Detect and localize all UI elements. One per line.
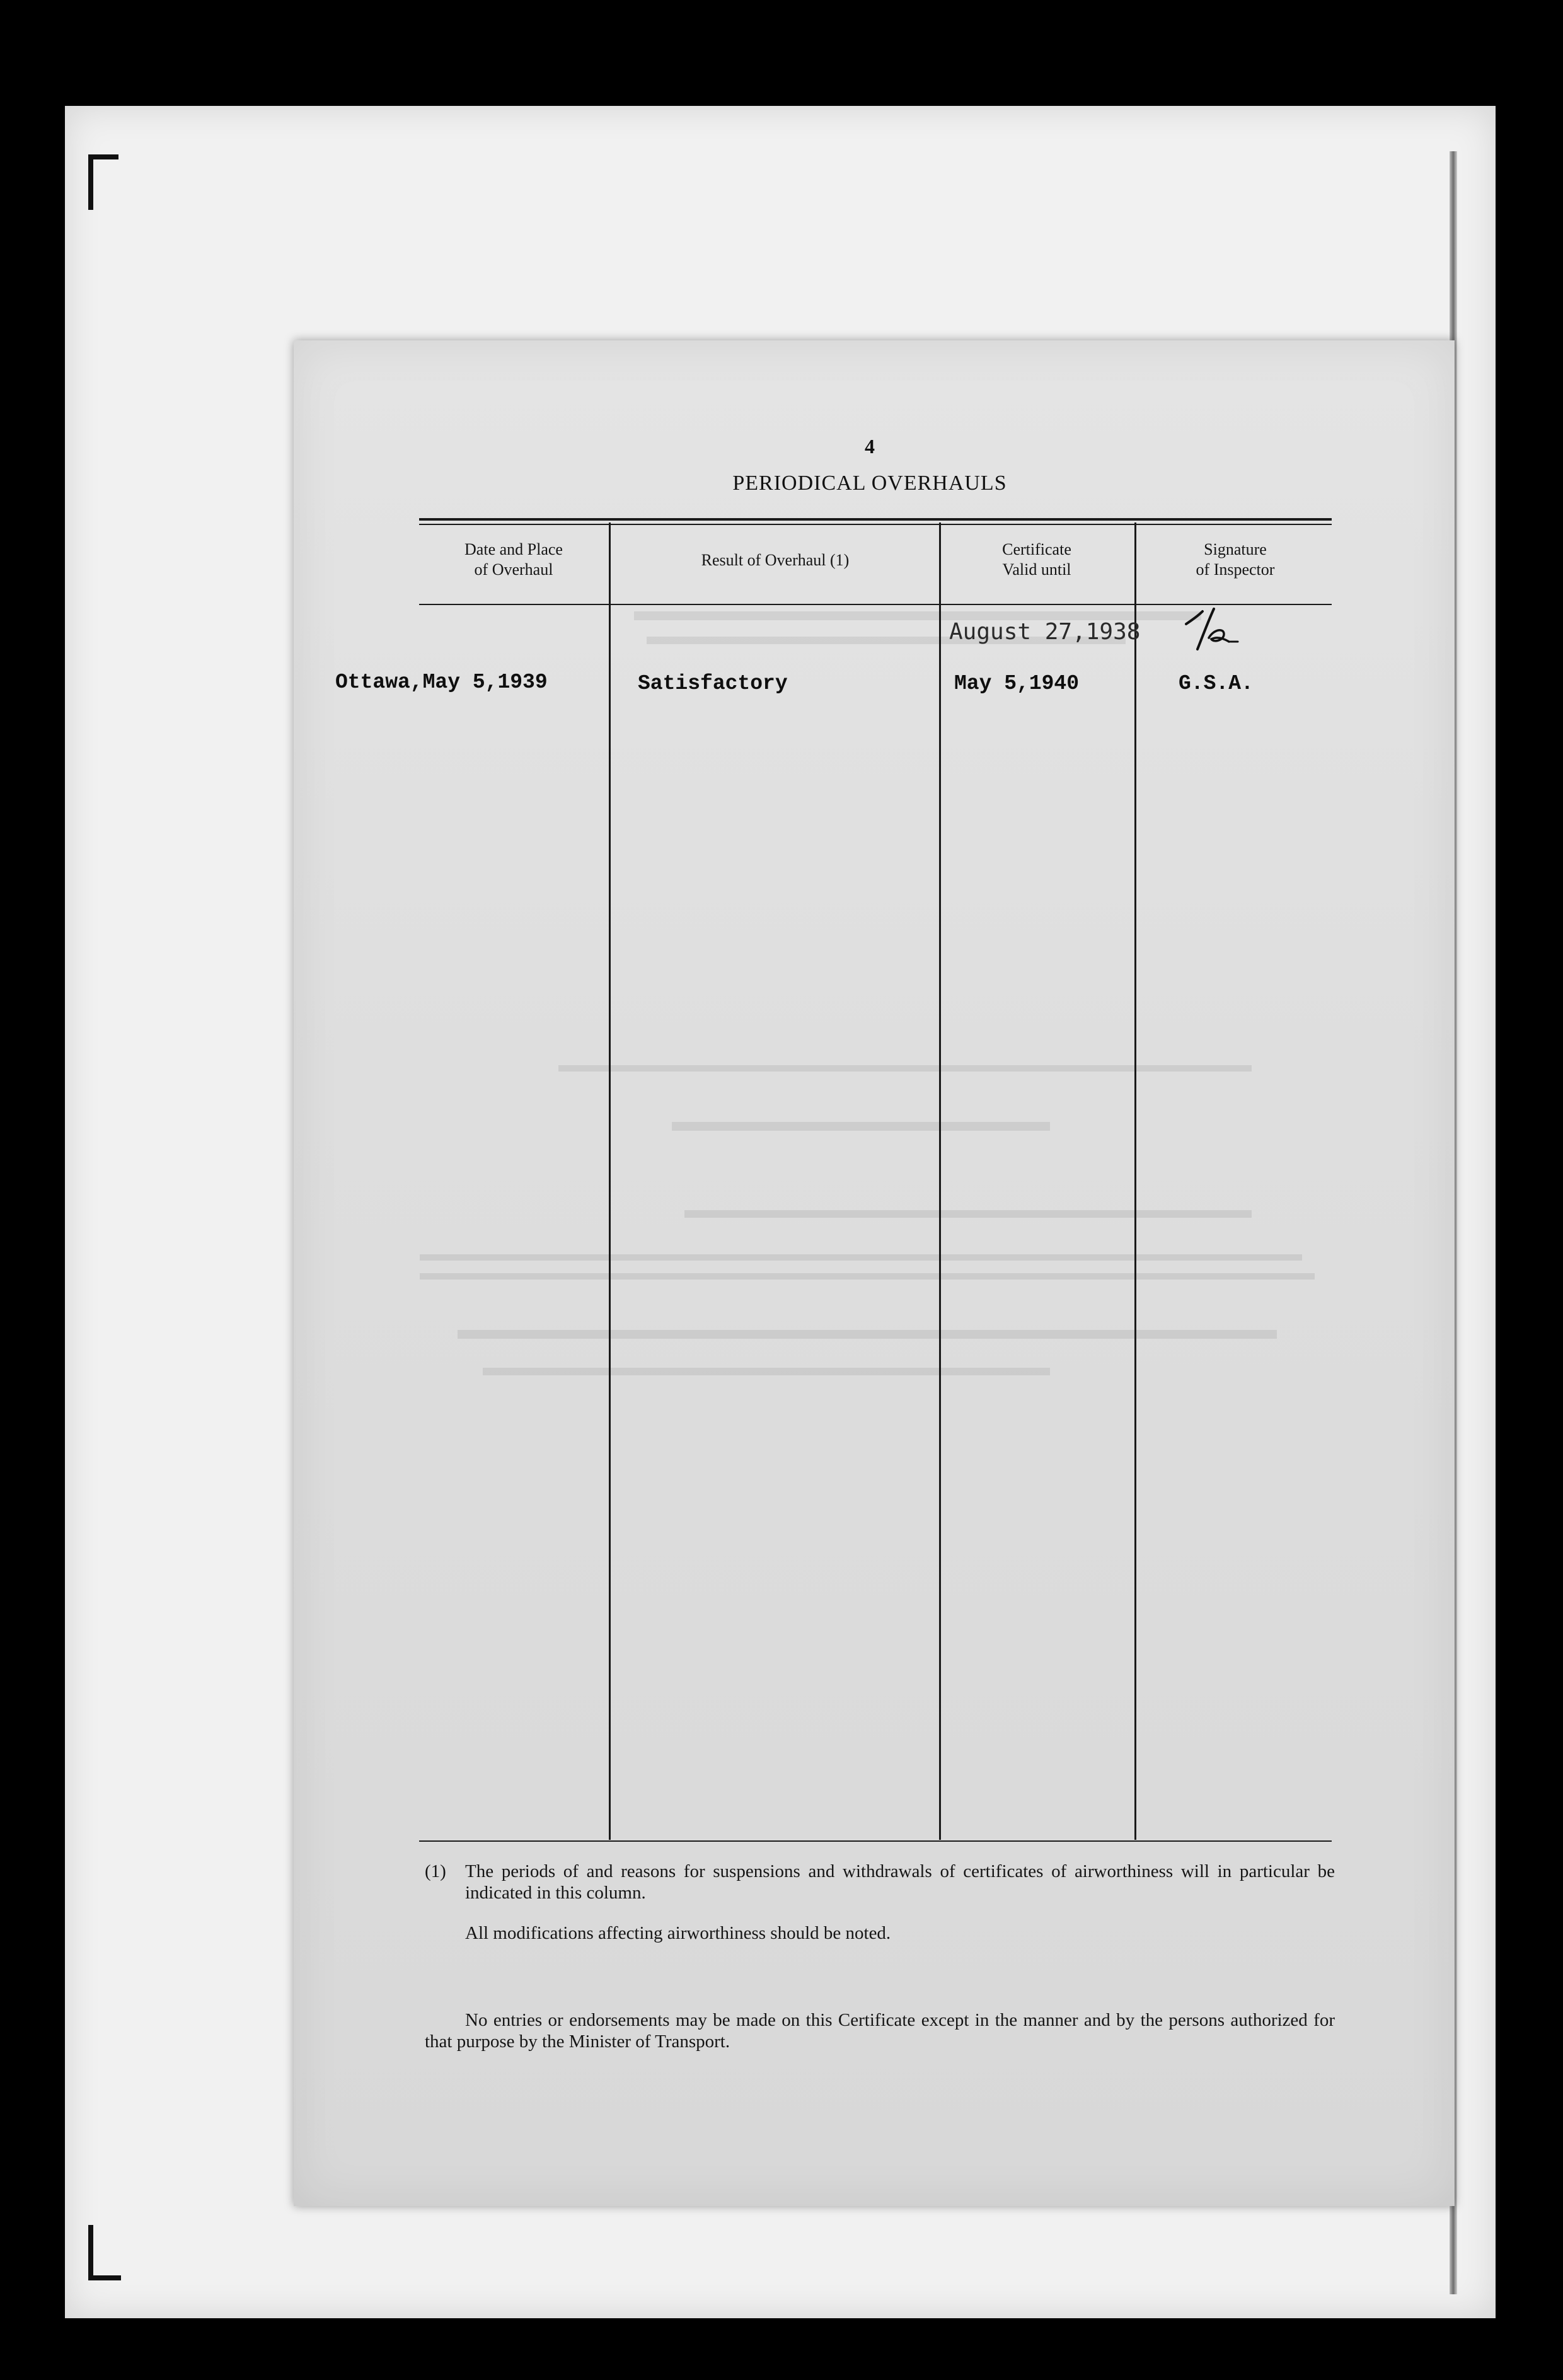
crop-mark-bottom-left [88,2225,121,2280]
row-inspector: G.S.A. [1179,672,1254,695]
header-result: Result of Overhaul (1) [701,551,850,569]
prior-valid-until: August 27,1938 [949,619,1141,645]
table-top-rule [419,518,1332,521]
footnote-3: No entries or endorsements may be made on this Certificate except in the manner and by the persons authorized for that purpose by the Minister of Transport. [425,2010,1335,2052]
crop-mark-top-left [88,154,118,210]
column-divider-3 [1134,523,1136,1840]
footnote-1-marker: (1) [425,1861,446,1881]
header-signature: Signature of Inspector [1196,540,1275,579]
table-top-rule-second [419,524,1332,525]
table-bottom-rule [419,1840,1332,1842]
column-divider-1 [609,523,611,1840]
page-number: 4 [865,435,875,458]
column-divider-2 [939,523,941,1840]
header-valid-until: Certificate Valid until [1002,540,1071,579]
footnote-2: All modifications affecting airworthiness should be noted. [465,1923,891,1943]
row-result: Satisfactory [638,672,788,695]
inspector-signature [1172,605,1260,656]
page-title: PERIODICAL OVERHAULS [732,471,1007,495]
row-date-place: Ottawa,May 5,1939 [335,671,548,694]
footnote-1-text: The periods of and reasons for suspensions and withdrawals of certificates of airworthiness will in particular be indicated in this column. [465,1861,1335,1903]
row-valid-until: May 5,1940 [954,672,1080,695]
header-date-place: Date and Place of Overhaul [464,540,563,579]
